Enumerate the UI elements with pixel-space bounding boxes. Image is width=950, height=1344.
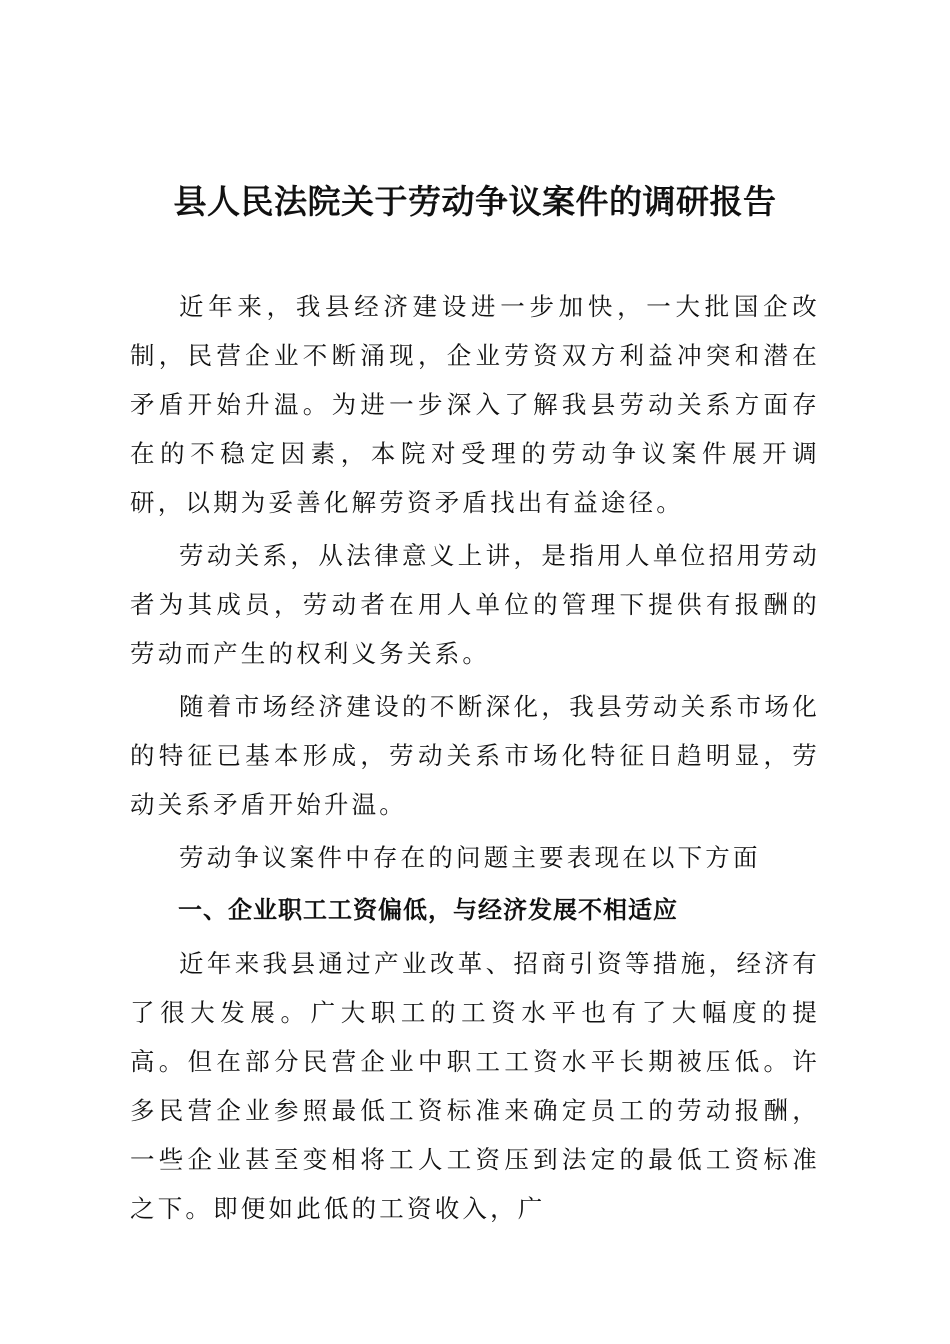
paragraph-definition: 劳动关系，从法律意义上讲，是指用人单位招用劳动者为其成员，劳动者在用人单位的管理下提供有报酬的劳动而产生的权利义务关系。 bbox=[130, 541, 820, 668]
section-heading-1: 一、企业职工工资偏低，与经济发展不相适应 bbox=[178, 896, 678, 924]
paragraph-market: 随着市场经济建设的不断深化，我县劳动关系市场化的特征已基本形成，劳动关系市场化特征日趋明显，劳动关系矛盾开始升温。 bbox=[130, 692, 820, 819]
document-title: 县人民法院关于劳动争议案件的调研报告 bbox=[173, 182, 777, 221]
paragraph-section-1: 近年来我县通过产业改革、招商引资等措施，经济有了很大发展。广大职工的工资水平也有了大幅度的提高。但在部分民营企业中职工工资水平长期被压低。许多民营企业参照最低工资标准来确定员工的劳动报酬，一些企业甚至变相将工人工资压到法定的最低工资标准之下。即便如此低的工资收入，广 bbox=[130, 949, 820, 1223]
paragraph-intro: 近年来，我县经济建设进一步加快，一大批国企改制，民营企业不断涌现，企业劳资双方利益冲突和潜在矛盾开始升温。为进一步深入了解我县劳动关系方面存在的不稳定因素，本院对受理的劳动争议案件展开调研，以期为妥善化解劳资矛盾找出有益途径。 bbox=[130, 292, 820, 517]
paragraph-problems-lead: 劳动争议案件中存在的问题主要表现在以下方面 bbox=[179, 843, 761, 872]
document-body bbox=[130, 282, 820, 1237]
